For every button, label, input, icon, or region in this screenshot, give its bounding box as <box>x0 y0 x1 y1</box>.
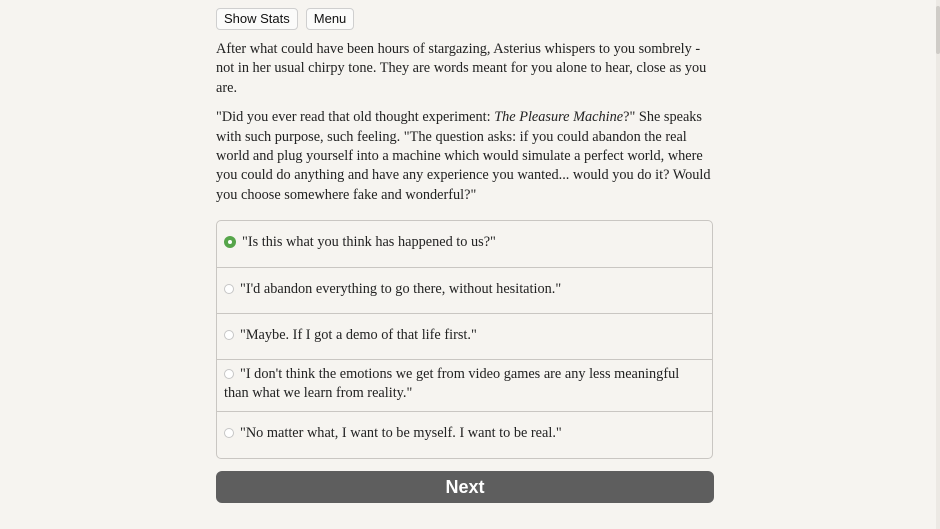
scrollbar-thumb[interactable] <box>936 6 940 54</box>
top-toolbar <box>216 8 354 30</box>
choice-option-3[interactable] <box>217 314 712 360</box>
radio-button[interactable] <box>224 284 234 294</box>
next-button[interactable]: Next <box>216 471 714 503</box>
choice-label: "Maybe. If I got a demo of that life first." <box>240 327 477 343</box>
book-title: The Pleasure Machine <box>494 109 624 126</box>
choice-label: "I'd abandon everything to go there, without hesitation." <box>240 281 562 297</box>
choice-label: "No matter what, I want to be myself. I want to be real." <box>240 425 562 441</box>
passage-text: "Did you ever read that old thought experiment: <box>216 109 495 126</box>
choice-list <box>216 220 713 459</box>
choice-option-5[interactable] <box>217 412 712 458</box>
radio-button[interactable] <box>224 369 234 379</box>
radio-button[interactable] <box>224 330 234 340</box>
scrollbar-track[interactable] <box>936 0 940 529</box>
menu-button[interactable]: Menu <box>306 8 355 30</box>
passage-paragraph-1: After what could have been hours of stargazing, Asterius whispers to you sombrely - not in her usual chirpy tone. They are words meant for you alone to hear, close as you are. <box>216 41 707 96</box>
radio-button-selected[interactable] <box>224 236 236 248</box>
choice-label: "Is this what you think has happened to us?" <box>242 234 496 250</box>
radio-button[interactable] <box>224 428 234 438</box>
choice-option-4[interactable] <box>217 360 712 412</box>
choice-option-2[interactable] <box>217 268 712 314</box>
passage-paragraph-2 <box>216 108 716 205</box>
show-stats-button[interactable]: Show Stats <box>216 8 298 30</box>
choice-label: "I don't think the emotions we get from video games are any less meaningful than what we learn from reality." <box>224 366 680 402</box>
story-passage <box>216 40 716 215</box>
passage-text: ?" She speaks with such purpose, such feeling. "The question asks: if you could abandon the real world and plug yourself into a machine which would simulate a perfect world, where you could do anything and have any experience you wanted... would you do it? Would you choose somewhere fake and wonderful?" <box>216 109 711 203</box>
choice-option-1[interactable] <box>217 221 712 268</box>
